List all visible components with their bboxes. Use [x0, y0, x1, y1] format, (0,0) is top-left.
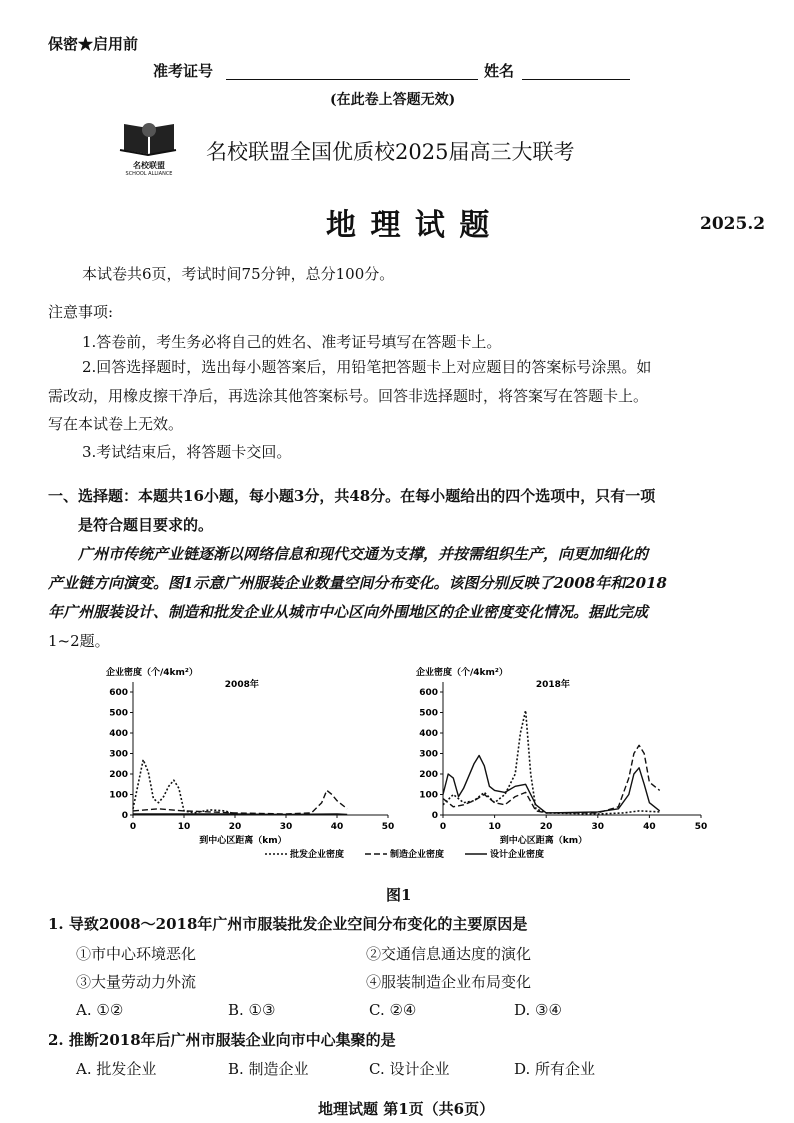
question-2-stem: 2. 推断2018年后广州市服装企业向市中心集聚的是	[48, 1031, 396, 1049]
chart-0-y-tick-label: 0	[121, 811, 128, 821]
chart-1-y-tick-label: 400	[419, 729, 438, 739]
chart-1-y-label: 企业密度（个/4km²）	[416, 668, 508, 678]
legend-label-1: 制造企业密度	[390, 850, 445, 860]
passage-line-1: 广州市传统产业链逐渐以网络信息和现代交通为支撑，并按需组织生产，向更加细化的	[78, 545, 649, 563]
chart-0-y-tick-label: 500	[109, 708, 128, 719]
chart-0-x-tick-label: 50	[381, 822, 395, 832]
chart-0-x-tick-label: 40	[330, 822, 344, 832]
notice-item-1: 1.答卷前，考生务必将自己的姓名、准考证号填写在答题卡上。	[82, 333, 502, 351]
notice-item-3: 3.考试结束后，将答题卡交回。	[82, 443, 292, 461]
chart-0-x-tick-label: 10	[177, 822, 191, 832]
chart-0-y-tick-label: 200	[109, 770, 128, 780]
secret-label: 保密★启用前	[48, 35, 139, 53]
chart-1-y-tick-label: 100	[419, 790, 438, 801]
chart-0-x-tick-label: 0	[129, 822, 137, 832]
notice-heading: 注意事项:	[48, 303, 114, 321]
legend-label-2: 设计企业密度	[490, 850, 545, 860]
question-1-option-a: A. ①②	[76, 1001, 124, 1019]
question-2-option-a: A. 批发企业	[76, 1060, 157, 1078]
section-1-line-2: 是符合题目要求的。	[78, 516, 214, 534]
chart-1-y-tick-label: 500	[419, 708, 438, 719]
question-1-stem: 1. 导致2008～2018年广州市服装批发企业空间分布变化的主要原因是	[48, 915, 528, 933]
exam-number-blank	[226, 79, 478, 80]
chart-1-series-1-line	[443, 745, 660, 813]
question-1-item-1: ①市中心环境恶化	[76, 945, 197, 963]
notice-item-2-line-1: 2.回答选择题时，选出每小题答案后，用铅笔把答题卡上对应题目的答案标号涂黑。如	[82, 358, 652, 376]
chart-1-x-tick-label: 0	[439, 822, 447, 832]
passage-line-2: 产业链方向演变。图1示意广州服装企业数量空间分布变化。该图分别反映了2008年和2018	[48, 574, 667, 592]
chart-1-x-tick-label: 10	[488, 822, 501, 832]
question-1-option-c: C. ②④	[369, 1001, 417, 1019]
question-1-option-d: D. ③④	[514, 1001, 562, 1019]
chart-0-y-tick-label: 100	[109, 790, 128, 801]
passage-line-3: 年广州服装设计、制造和批发企业从城市中心区向外围地区的企业密度变化情况。据此完成	[48, 603, 649, 621]
chart-1-x-tick-label: 40	[643, 822, 656, 832]
book-icon	[118, 120, 180, 156]
logo-text-en: SCHOOL ALLIANCE	[125, 171, 173, 177]
chart-1-series-2-line	[443, 756, 660, 813]
section-1-line-1: 一、选择题：本题共16小题，每小题3分，共48分。在每小题给出的四个选项中，只有一项	[48, 487, 656, 505]
chart-0-y-tick-label: 600	[109, 688, 128, 698]
question-2-option-c: C. 设计企业	[369, 1060, 450, 1078]
notice-item-2-line-3: 写在本试卷上无效。	[48, 415, 184, 433]
question-2-option-d: D. 所有企业	[514, 1060, 596, 1078]
invalid-note: (在此卷上答题无效)	[330, 92, 456, 108]
chart-1-title: 2018年	[535, 680, 570, 690]
chart-1-y-tick-label: 600	[419, 688, 438, 698]
chart-1-y-tick-label: 0	[431, 811, 438, 821]
intro-text: 本试卷共6页，考试时间75分钟，总分100分。	[82, 265, 395, 283]
page-footer: 地理试题 第1页（共6页）	[318, 1100, 495, 1118]
chart-0-y-tick-label: 300	[109, 749, 128, 760]
chart-0-y-tick-label: 400	[109, 729, 128, 739]
chart-1-x-tick-label: 50	[694, 822, 708, 832]
notice-item-2-line-2: 需改动，用橡皮擦干净后，再选涂其他答案标号。回答非选择题时，将答案写在答题卡上。	[48, 387, 649, 405]
question-1-item-4: ④服装制造企业布局变化	[366, 973, 532, 991]
exam-number-label: 准考证号	[153, 62, 214, 80]
legend-label-0: 批发企业密度	[290, 850, 345, 860]
school-alliance-logo	[118, 120, 180, 177]
exam-date: 2025.2	[700, 214, 766, 234]
name-blank	[522, 79, 630, 80]
question-1-item-2: ②交通信息通达度的演化	[366, 945, 532, 963]
passage-line-4: 1~2题。	[48, 632, 110, 650]
chart-1-y-tick-label: 200	[419, 770, 438, 780]
exam-title: 名校联盟全国优质校2025届高三大联考	[206, 140, 575, 164]
logo-text-cn: 名校联盟	[133, 161, 165, 170]
chart-1-x-label: 到中心区距离（km）	[499, 836, 588, 846]
chart-0-x-label: 到中心区距离（km）	[199, 836, 287, 846]
chart-0-title: 2008年	[224, 680, 259, 690]
chart-0-y-label: 企业密度（个/4km²）	[106, 668, 198, 678]
chart-1-x-tick-label: 30	[591, 822, 605, 832]
question-1-item-3: ③大量劳动力外流	[76, 973, 197, 991]
question-1-option-b: B. ①③	[228, 1001, 276, 1019]
figure-caption: 图1	[386, 886, 412, 904]
subject-title: 地 理 试 题	[326, 208, 492, 243]
chart-0-x-tick-label: 30	[279, 822, 293, 832]
chart-0-series-0-line	[133, 760, 235, 814]
chart-0-x-tick-label: 20	[228, 822, 242, 832]
chart-1-x-tick-label: 20	[539, 822, 553, 832]
question-2-option-b: B. 制造企业	[228, 1060, 309, 1078]
figure-1	[95, 660, 725, 868]
name-label: 姓名	[484, 62, 515, 80]
chart-1-y-tick-label: 300	[419, 749, 438, 760]
